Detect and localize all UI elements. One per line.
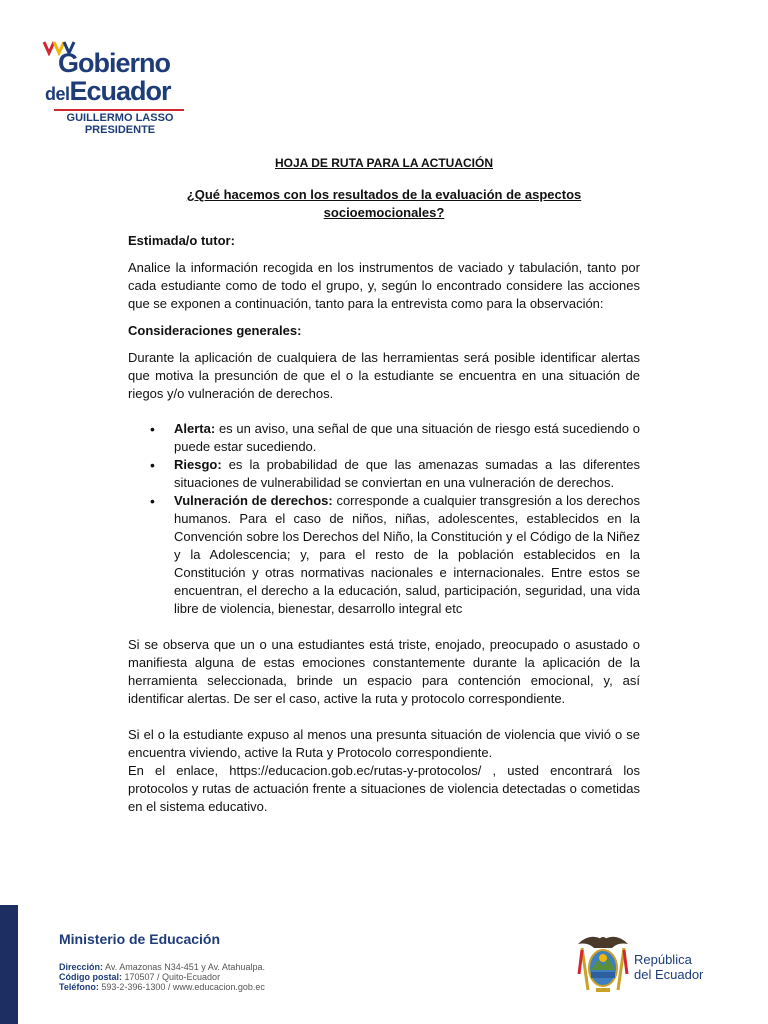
term-riesgo: Riesgo: bbox=[174, 457, 222, 472]
postal-label: Código postal: bbox=[59, 972, 122, 982]
document-body bbox=[128, 154, 640, 816]
contact-block bbox=[59, 962, 265, 992]
republica-line2: del Ecuador bbox=[634, 967, 704, 982]
republica-logo bbox=[574, 930, 734, 1000]
term-vulneracion: Vulneración de derechos: bbox=[174, 493, 333, 508]
postal-value: 170507 / Quito-Ecuador bbox=[122, 972, 221, 982]
document-subtitle: ¿Qué hacemos con los resultados de la evaluación de aspectos socioemocionales? bbox=[186, 187, 582, 220]
logo-president-name: GUILLERMO LASSO bbox=[66, 112, 174, 124]
definitions-list bbox=[128, 420, 640, 618]
logo-word-del-ecuador bbox=[45, 78, 171, 105]
logo-word-gobierno: Gobierno bbox=[58, 48, 170, 78]
list-item-alerta bbox=[174, 420, 640, 456]
phone-label: Teléfono: bbox=[59, 982, 99, 992]
ministry-name: Ministerio de Educación bbox=[59, 931, 221, 947]
general-paragraph: Durante la aplicación de cualquiera de las herramientas será posible identificar alertas que motiva la presunción de que el o la estudiante se encuentra en una situación de riegos y/o vulneración de derechos. bbox=[128, 350, 640, 401]
address-label: Dirección: bbox=[59, 962, 104, 972]
address-line bbox=[59, 962, 265, 972]
gobierno-logo bbox=[40, 38, 200, 143]
document-title: HOJA DE RUTA PARA LA ACTUACIÓN bbox=[275, 156, 493, 170]
definition-alerta: es un aviso, una señal de que una situación de riesgo está sucediendo o puede estar sucediendo. bbox=[174, 421, 640, 454]
phone-line bbox=[59, 982, 265, 992]
logo-word-del: del bbox=[45, 84, 70, 104]
list-item-vulneracion bbox=[174, 492, 640, 618]
list-item-riesgo bbox=[174, 456, 640, 492]
postal-line bbox=[59, 972, 265, 982]
definition-riesgo: es la probabilidad de que las amenazas sumadas a las diferentes situaciones de vulnerabilidad se conviertan en una vulneración de derechos. bbox=[174, 457, 640, 490]
republica-text bbox=[634, 952, 703, 982]
section-heading: Consideraciones generales: bbox=[128, 323, 302, 338]
violence-paragraph: Si el o la estudiante expuso al menos una presunta situación de violencia que vivió o se encuentra viviendo, active la Ruta y Protocolo correspondiente. bbox=[128, 727, 640, 760]
intro-paragraph: Analice la información recogida en los instrumentos de vaciado y tabulación, tanto por cada estudiante como de todo el grupo, y, según lo encontrado considere las acciones que se exponen a continuación, tanto para la entrevista como para la observación: bbox=[128, 260, 640, 311]
definition-vulneracion: corresponde a cualquier transgresión a los derechos humanos. Para el caso de niños, niñas, adolescentes, establecidos en la Convención sobre los Derechos del Niño, la Constitución y el Código de la Niñez y la Adolescencia; y, para el resto de la población establecidos en la Constitución y otras normativas nacionales e internacionales. Entre estos se encuentran, el derecho a la educación, salud, participación, seguridad, una vida libre de violencia, bienestar, desarrollo integral etc bbox=[174, 493, 641, 616]
term-alerta: Alerta: bbox=[174, 421, 216, 436]
logo-divider bbox=[54, 109, 184, 111]
emotions-paragraph: Si se observa que un o una estudiantes está triste, enojado, preocupado o asustado o manifiesta alguna de estas emociones constantemente durante la aplicación de la herramienta seleccionada, brinde un espacio para contención emocional, y, así identificar alertas. De ser el caso, active la ruta y protocolo correspondiente. bbox=[128, 637, 640, 706]
link-paragraph: En el enlace, https://educacion.gob.ec/rutas-y-protocolos/ , usted encontrará los protocolos y rutas de actuación frente a situaciones de violencia detectadas o cometidas en el sistema educativo. bbox=[128, 763, 640, 814]
footer-side-bar bbox=[0, 905, 18, 1024]
coat-of-arms-icon bbox=[574, 930, 632, 996]
logo-word-ecuador: Ecuador bbox=[69, 76, 171, 106]
logo-president-role: PRESIDENTE bbox=[84, 124, 156, 136]
address-value: Av. Amazonas N34-451 y Av. Atahualpa. bbox=[103, 962, 265, 972]
republica-line1: República bbox=[634, 952, 692, 967]
phone-value: 593-2-396-1300 / www.educacion.gob.ec bbox=[98, 982, 265, 992]
greeting: Estimada/o tutor: bbox=[128, 233, 235, 248]
